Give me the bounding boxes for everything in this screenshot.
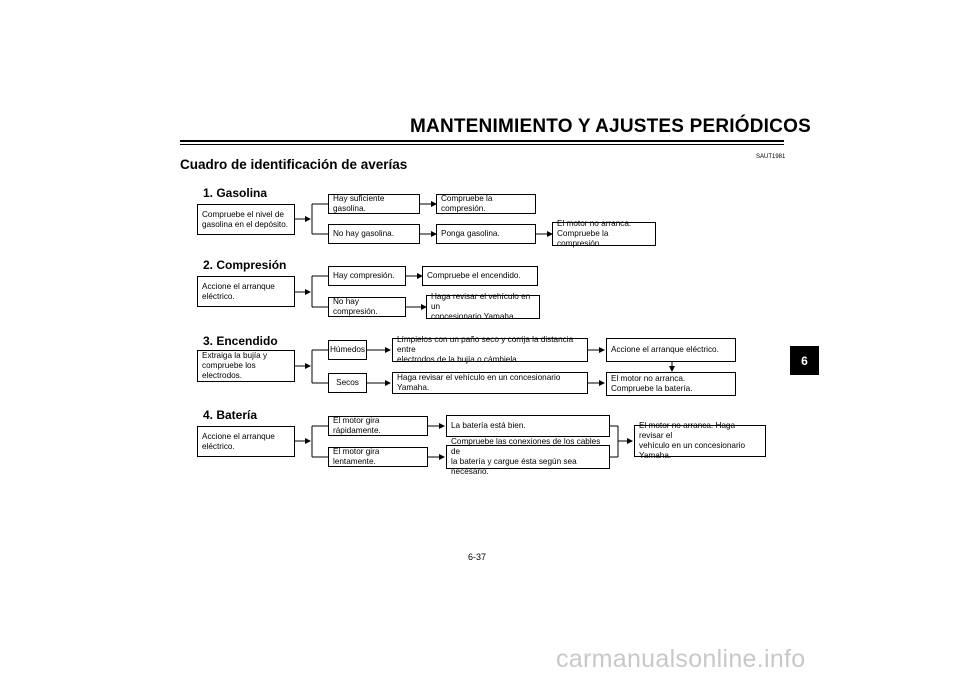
section-title-compresion: 2. Compresión — [203, 258, 287, 272]
box-engine-no-start-compression: El motor no arranca. Compruebe la compresión. — [552, 222, 656, 246]
box-dealer-compression: Haga revisar el vehículo en un concesionario Yamaha. — [426, 295, 540, 319]
box-clean-spark-plug: Límpielos con un paño seco y corrija la distancia entre electrodos de la bujía o cámbiela. — [392, 338, 588, 362]
box-engine-turns-slow: El motor gira lentamente. — [328, 447, 428, 467]
section-title-encendido: 3. Encendido — [203, 334, 278, 348]
section-code: SAUT1981 — [756, 154, 786, 160]
box-start-electric: Accione el arranque eléctrico. — [197, 276, 295, 307]
box-enough-fuel: Hay suficiente gasolina. — [328, 194, 420, 214]
box-battery-ok: La batería está bien. — [446, 415, 610, 437]
box-check-battery-cables: Compruebe las conexiones de los cables de la batería y cargue ésta según sea necesario. — [446, 445, 610, 469]
box-check-spark-plug: Extraiga la bujía y compruebe los electrodos. — [197, 350, 295, 382]
page-title: MANTENIMIENTO Y AJUSTES PERIÓDICOS — [410, 116, 811, 137]
box-dry: Secos — [328, 373, 367, 393]
box-check-fuel-level: Compruebe el nivel de gasolina en el depósito. — [197, 204, 295, 235]
box-check-ignition: Compruebe el encendido. — [422, 266, 538, 286]
watermark: carmanualsonline.info — [556, 645, 806, 673]
section-heading: Cuadro de identificación de averías — [180, 157, 408, 172]
box-add-fuel: Ponga gasolina. — [436, 224, 536, 244]
section-title-bateria: 4. Batería — [203, 408, 258, 422]
box-engine-no-start-battery: El motor no arranca. Compruebe la batería. — [606, 372, 736, 396]
section-title-gasolina: 1. Gasolina — [203, 186, 268, 200]
box-no-compression: No hay compresión. — [328, 297, 406, 317]
box-dealer-ignition: Haga revisar el vehículo en un concesionario Yamaha. — [392, 372, 588, 394]
box-start-electric-battery: Accione el arranque eléctrico. — [197, 426, 295, 457]
box-no-fuel: No hay gasolina. — [328, 224, 420, 244]
box-dealer-battery: El motor no arranca. Haga revisar el vehículo en un concesionario Yamaha. — [634, 425, 766, 457]
page-number: 6-37 — [468, 552, 487, 562]
box-compression-ok: Hay compresión. — [328, 266, 406, 286]
box-wet: Húmedos — [328, 340, 367, 360]
chapter-tab: 6 — [790, 346, 819, 375]
box-check-compression: Compruebe la compresión. — [436, 194, 536, 214]
box-engine-turns-fast: El motor gira rápidamente. — [328, 416, 428, 436]
box-start-electric-again: Accione el arranque eléctrico. — [606, 338, 736, 362]
